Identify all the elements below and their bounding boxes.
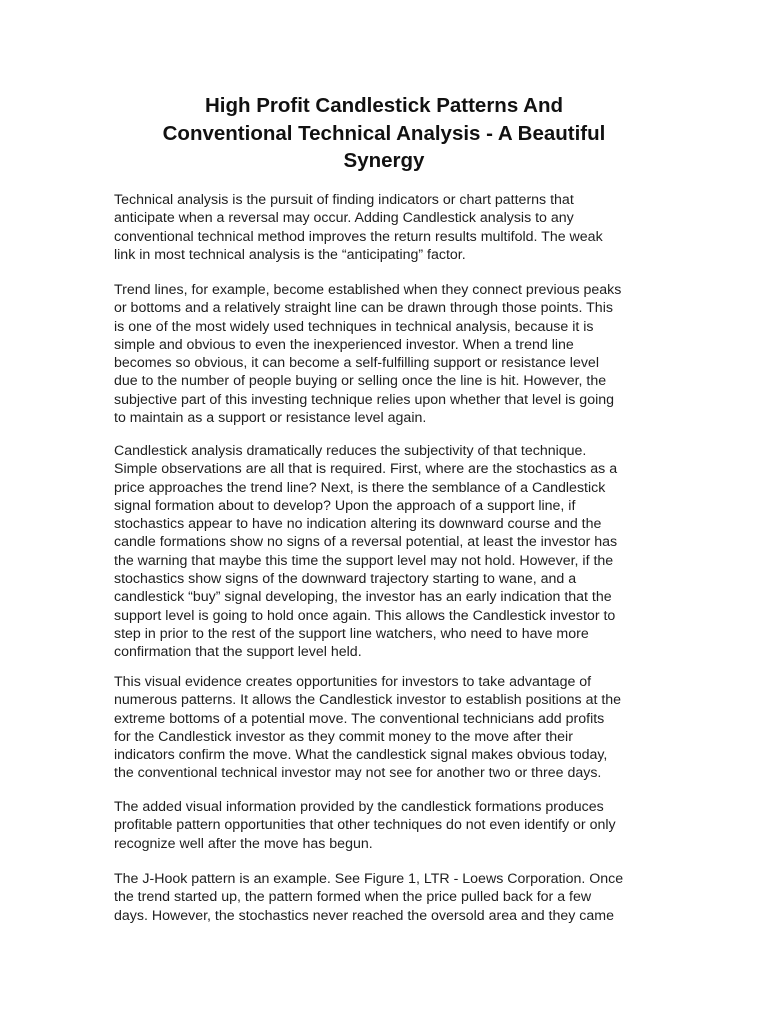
text-line: stochastics appear to have no indication altering its downward course and the [114,516,602,533]
paragraph-5 [114,798,674,853]
text-line: for the Candlestick investor as they commit money to the move after their [114,728,573,745]
text-line: step in prior to the rest of the support line watchers, who need to have more [114,625,589,642]
text-line: candle formations show no signs of a reversal potential, at least the investor has [114,534,618,551]
text-line: extreme bottoms of a potential move. The conventional technicians add profits [114,710,605,727]
text-line: becomes so obvious, it can become a self-fulfilling support or resistance level [114,355,599,372]
text-line: recognize well after the move has begun. [114,835,373,852]
text-line: candlestick “buy” signal developing, the investor has an early indication that the [114,589,612,606]
text-line: simple and obvious to even the inexperienced investor. When a trend line [114,336,574,353]
document-title [100,92,668,175]
text-line: numerous patterns. It allows the Candlestick investor to establish positions at the [114,692,622,709]
text-line: The J-Hook pattern is an example. See Figure 1, LTR - Loews Corporation. Once [114,871,624,887]
text-line: is one of the most widely used techniques in technical analysis, because it is [114,318,594,335]
text-line: This visual evidence creates opportunities for investors to take advantage of [114,674,592,690]
text-line: the trend started up, the pattern formed when the price pulled back for a few [114,889,592,906]
text-line: days. However, the stochastics never reached the oversold area and they came [114,907,614,924]
text-line: Trend lines, for example, become established when they connect previous peaks [114,282,622,298]
text-line: conventional technical method improves the return results multifold. The weak [114,228,603,245]
text-line: profitable pattern opportunities that other techniques do not even identify or only [114,817,616,834]
text-line: Candlestick analysis dramatically reduces the subjectivity of that technique. [114,443,587,459]
text-line: the warning that maybe this time the support level may not hold. However, if the [114,552,614,569]
text-line: anticipate when a reversal may occur. Adding Candlestick analysis to any [114,210,574,227]
paragraph-6 [114,870,674,925]
text-line: to maintain as a support or resistance level again. [114,410,427,427]
text-line: The added visual information provided by the candlestick formations produces [114,799,604,815]
text-line: support level is going to hold once again. This allows the Candlestick investor to [114,607,616,624]
title-line: Synergy [343,149,425,172]
text-line: indicators confirm the move. What the candlestick signal makes obvious today, [114,747,608,764]
text-line: subjective part of this investing technique relies upon whether that level is going [114,391,615,408]
text-line: link in most technical analysis is the “anticipating” factor. [114,246,466,263]
text-line: the conventional technical investor may not see for another two or three days. [114,765,602,782]
text-line: price approaches the trend line? Next, is there the semblance of a Candlestick [114,479,606,496]
paragraph-1 [114,191,674,264]
title-line: Conventional Technical Analysis - A Beautiful [162,121,606,145]
text-line: due to the number of people buying or selling once the line is hit. However, the [114,373,607,390]
paragraph-4 [114,673,674,783]
paragraph-2 [114,281,674,427]
text-line: or bottoms and a relatively straight line can be drawn through those points. This [114,300,613,317]
paragraph-3 [114,442,674,662]
text-line: signal formation about to develop? Upon the approach of a support line, if [114,497,576,514]
text-line: Technical analysis is the pursuit of finding indicators or chart patterns that [114,192,574,208]
text-line: stochastics show signs of the downward trajectory starting to wane, and a [114,571,577,588]
title-line: High Profit Candlestick Patterns And [204,94,564,117]
text-line: confirmation that the support level held. [114,644,362,661]
text-line: Simple observations are all that is required. First, where are the stochastics as a [114,461,618,478]
